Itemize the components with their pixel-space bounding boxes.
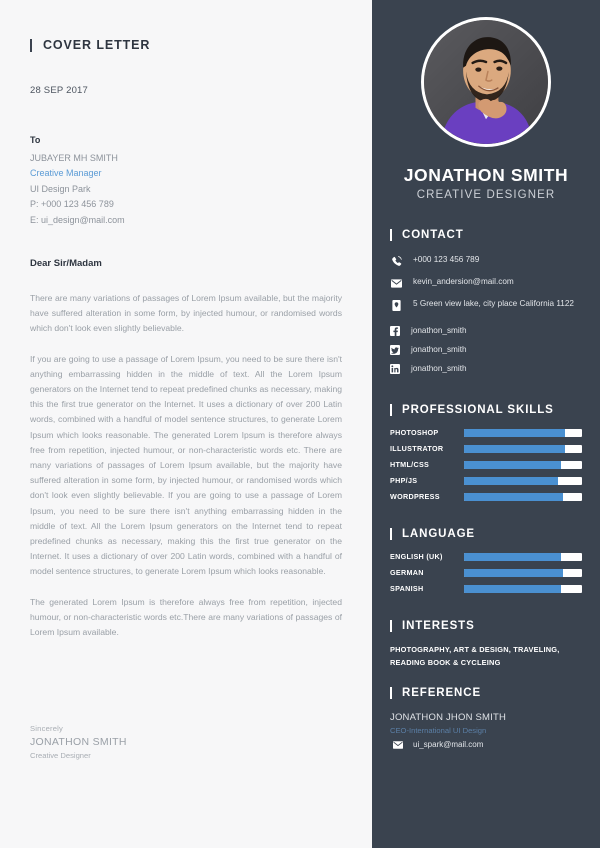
envelope-icon	[390, 277, 402, 289]
contact-email-text: kevin_andersion@mail.com	[413, 277, 514, 286]
contact-phone-text: +000 123 456 789	[413, 255, 480, 264]
language-bar-list	[390, 552, 582, 593]
skill-row	[390, 444, 582, 453]
language-row	[390, 552, 582, 561]
recipient-email: E: ui_design@mail.com	[30, 214, 125, 225]
language-label: GERMAN	[390, 568, 424, 577]
skill-row	[390, 460, 582, 469]
skill-progress-fill	[464, 477, 558, 485]
skill-progress-fill	[464, 429, 565, 437]
signature-block	[30, 724, 127, 760]
page-title: COVER LETTER	[43, 38, 151, 52]
social-facebook-handle: jonathon_smith	[411, 326, 467, 335]
contact-list	[390, 254, 582, 311]
contact-item-address	[390, 298, 582, 311]
recipient-block	[30, 133, 342, 228]
skill-progress-fill	[464, 461, 561, 469]
location-pin-icon	[390, 299, 402, 311]
social-item-twitter[interactable]	[390, 344, 582, 355]
interests-text: PHOTOGRAPHY, ART & DESIGN, TRAVELING, READING BOOK & CYCLEING	[390, 645, 560, 667]
contact-section	[372, 229, 600, 374]
recipient-phone: P: +000 123 456 789	[30, 199, 114, 209]
letter-paragraph: There are many variations of passages of Lorem Ipsum available, but the majority have suffered alteration in some form, by injected humour, or randomised words which don't look even slightly believable.	[30, 293, 342, 334]
phone-icon	[390, 255, 402, 267]
skills-heading-label: PROFESSIONAL SKILLS	[402, 404, 554, 416]
skill-progress-track	[464, 429, 582, 437]
profile-sidebar	[372, 0, 600, 848]
language-progress-fill	[464, 553, 561, 561]
profile-photo	[424, 20, 548, 144]
reference-heading	[390, 687, 582, 699]
language-label: ENGLISH (UK)	[390, 552, 443, 561]
social-item-linkedin[interactable]	[390, 363, 582, 374]
interests-heading	[390, 620, 582, 632]
contact-heading	[390, 229, 582, 241]
signature-closing: Sincerely	[30, 724, 64, 733]
skill-row	[390, 492, 582, 501]
signature-role: Creative Designer	[30, 751, 91, 760]
heading-accent-bar	[30, 39, 32, 52]
facebook-icon	[390, 326, 400, 336]
contact-heading-label: CONTACT	[402, 229, 464, 241]
recipient-role: Creative Manager	[30, 168, 102, 178]
skill-row	[390, 428, 582, 437]
linkedin-icon	[390, 364, 400, 374]
skill-progress-track	[464, 461, 582, 469]
reference-name: JONATHON JHON SMITH	[390, 712, 507, 723]
skills-heading	[390, 404, 582, 416]
language-section	[372, 528, 600, 593]
skill-progress-fill	[464, 445, 565, 453]
reference-role: CEO-International UI Design	[390, 726, 487, 735]
skill-row	[390, 476, 582, 485]
cover-letter-heading	[30, 38, 342, 52]
profile-name: JONATHON SMITH	[403, 165, 569, 185]
skills-section	[372, 404, 600, 501]
skill-label: PHP/JS	[390, 476, 418, 485]
language-progress-track	[464, 553, 582, 561]
heading-accent-bar	[390, 404, 392, 416]
recipient-name: JUBAYER MH SMITH	[30, 152, 118, 163]
profile-role: CREATIVE DESIGNER	[416, 189, 556, 201]
skills-bar-list	[390, 428, 582, 501]
skill-label: PHOTOSHOP	[390, 428, 439, 437]
avatar	[421, 17, 551, 147]
skill-label: ILLUSTRATOR	[390, 444, 444, 453]
letter-date: 28 SEP 2017	[30, 85, 89, 96]
contact-address-text: 5 Green view lake, city place California 1122	[413, 299, 574, 308]
contact-item-email[interactable]	[390, 276, 582, 289]
salutation: Dear Sir/Madam	[30, 258, 102, 269]
recipient-label: To	[30, 135, 41, 145]
language-row	[390, 568, 582, 577]
skill-label: HTML/CSS	[390, 460, 430, 469]
twitter-icon	[390, 345, 400, 355]
skill-progress-track	[464, 493, 582, 501]
heading-accent-bar	[390, 687, 392, 699]
skill-progress-track	[464, 477, 582, 485]
contact-item-phone[interactable]	[390, 254, 582, 267]
language-label: SPANISH	[390, 584, 424, 593]
social-linkedin-handle: jonathon_smith	[411, 364, 467, 373]
heading-accent-bar	[390, 620, 392, 632]
recipient-organization: UI Design Park	[30, 183, 91, 194]
reference-email-row[interactable]	[390, 738, 582, 751]
letter-paragraph: If you are going to use a passage of Lorem Ipsum, you need to be sure there isn't anything embarrassing hidden in the middle of text. All the Lorem Ipsum generators on the Internet tend to repeat predefined chunks as necessary, making this the first true generator on the Internet. It uses a dictionary of over 200 Latin words, combined with a handful of model sentence structures, to generate Lorem Ipsum which looks reasonable. The generated Lorem Ipsum is therefore always free from repetition, injected humour, or non-characteristic words etc. There are many variations of passages of Lorem Ipsum available, but the majority have suffered alteration in some form, by injected humour, or randomised words which don't look even slightly believable. If you are going to use a passage of Lorem Ipsum, you need to be sure there isn't anything embarrassing hidden in the middle of text. All the Lorem Ipsum generators on the Internet tend to repeat predefined chunks as necessary, making this the first true generator on the Internet. It uses a dictionary of over 200 Latin words, combined with a handful of model sentence structures, to generate Lorem Ipsum which looks reasonable.	[30, 353, 342, 577]
language-progress-fill	[464, 569, 563, 577]
reference-heading-label: REFERENCE	[402, 687, 482, 699]
language-heading	[390, 528, 582, 540]
signature-name: JONATHON SMITH	[30, 736, 127, 748]
social-item-facebook[interactable]	[390, 325, 582, 336]
skill-label: WORDPRESS	[390, 492, 440, 501]
language-progress-fill	[464, 585, 561, 593]
envelope-icon	[392, 739, 404, 751]
letter-paragraph: The generated Lorem Ipsum is therefore always free from repetition, injected humour, or non-characteristic words etc.There are many variations of passages of Lorem Ipsum available.	[30, 596, 342, 638]
social-twitter-handle: jonathon_smith	[411, 345, 467, 354]
language-progress-track	[464, 569, 582, 577]
reference-section	[372, 687, 600, 751]
language-progress-track	[464, 585, 582, 593]
skill-progress-track	[464, 445, 582, 453]
skill-progress-fill	[464, 493, 563, 501]
language-row	[390, 584, 582, 593]
heading-accent-bar	[390, 528, 392, 540]
letter-body	[30, 291, 342, 640]
social-list	[390, 325, 582, 374]
interests-section	[372, 620, 600, 669]
interests-heading-label: INTERESTS	[402, 620, 475, 632]
heading-accent-bar	[390, 229, 392, 241]
reference-email: ui_spark@mail.com	[413, 740, 484, 749]
language-heading-label: LANGUAGE	[402, 528, 476, 540]
